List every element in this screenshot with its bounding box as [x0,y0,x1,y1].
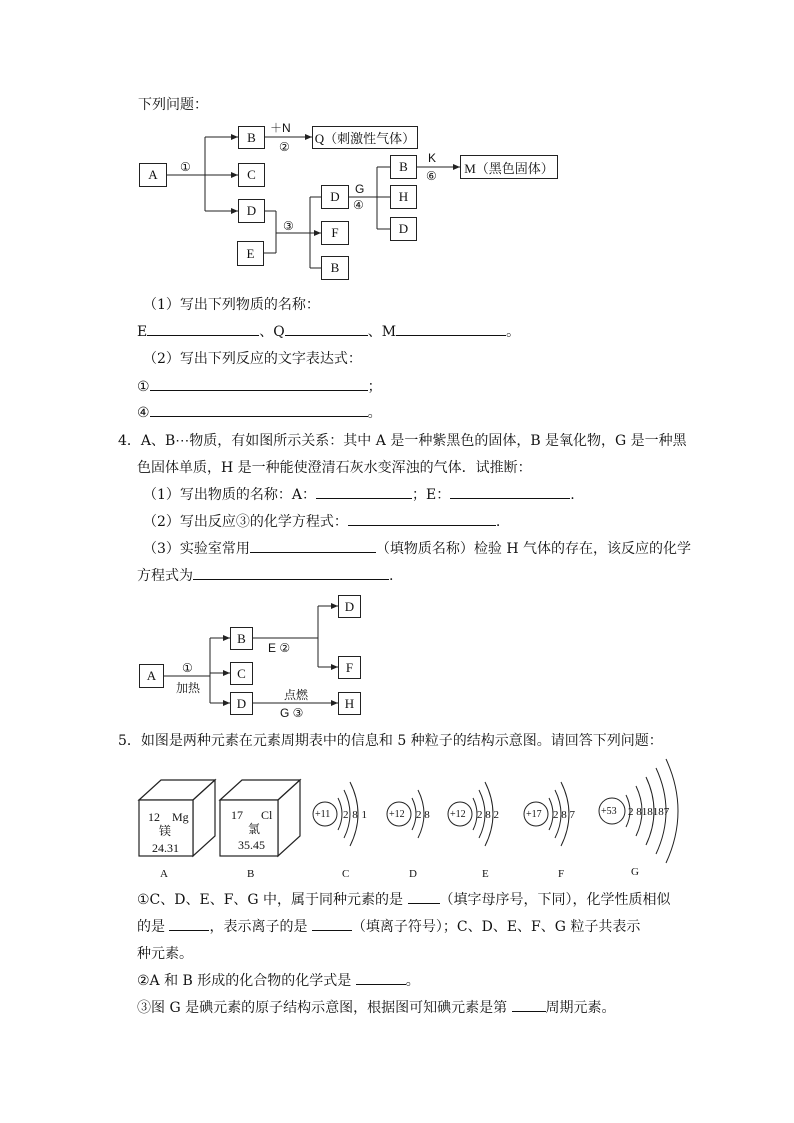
atom-g-nucleus: +53 [601,806,617,817]
q4-sub3-text2: （填物质名称）检验 H 气体的存在，该反应的化学 [375,541,692,557]
q4-line2: 色固体单质，H 是一种能使澄清石灰水变浑浊的气体．试推断： [137,460,532,476]
atom-c-label: C [342,868,350,880]
q5-p1-text-a: ①C、D、E、F、G 中，属于同种元素的是 [137,892,404,908]
q4-sub3-end: . [389,568,394,584]
q5-p1-line2 [137,917,640,937]
q3-box-d3: D [390,217,417,241]
q3-box-d2: D [321,185,349,209]
q5-p1-text-e: （填离子符号）；C、D、E、F、G 粒子共表示 [351,919,641,935]
q4-line1: 4．A、B⋯物质，有如图所示关系：其中 A 是一种紫黑色的固体，B 是氧化物，G 是一种黑 [118,433,687,449]
q5-p1-line1 [137,890,671,910]
atom-d-label: D [409,868,417,880]
q3-box-a: A [139,163,167,187]
atom-f-label: F [558,868,565,880]
atom-f-nucleus: +17 [526,809,542,820]
q4-sub2-text: （2）写出反应③的化学方程式： [143,514,348,530]
q3-box-e: E [237,241,264,266]
q5-p2-text: ②A 和 B 形成的化合物的化学式是 [137,973,352,989]
q3-m-label: 、M [367,324,397,340]
atom-e-shells: 2 8 2 [477,809,499,821]
q3-end1: 。 [506,324,521,340]
q5-line1: 5．如图是两种元素在元素周期表中的信息和 5 种粒子的结构示意图。请回答下列问题： [118,733,663,749]
q3-step6: ⑥ [426,169,437,183]
atom-d-shells: 2 8 [416,809,430,821]
cube-b-mass: 35.45 [238,838,265,852]
q3-box-d: D [238,199,265,223]
cube-b-name: 氯 [248,822,261,836]
q5-p2 [137,971,420,991]
q3-r1-label: ① [137,379,150,395]
q3-g: G [355,182,365,196]
q5-p3-text: ③图 G 是碘元素的原子结构示意图，根据图可知碘元素是第 [137,1000,508,1016]
q3-box-c: C [238,163,265,187]
q5-p1-text-d: ，表示离子的是 [209,919,308,935]
q3-step2: ② [279,140,290,154]
q5-p1-text-c: 的是 [137,919,165,935]
q3-box-b3: B [390,155,417,179]
q3-plus-n: ＋N [270,121,291,135]
q3-box-b2: B [321,256,349,280]
q4-sub3-text3: 方程式为 [137,568,193,584]
cube-b-symbol: Cl [261,808,273,822]
q3-box-h: H [390,185,417,209]
q3-intro: 下列问题： [138,97,208,113]
q4-box-d: D [230,692,253,715]
q4-g3: G ③ [280,706,304,720]
atom-g-label: G [631,866,639,878]
q3-box-f: F [321,221,349,245]
q3-step1: ① [180,160,191,174]
q3-r4-label: ④ [137,405,150,421]
q5-p1-line3: 种元素。 [137,946,193,962]
q4-box-a: A [139,664,164,688]
q3-box-b: B [238,126,265,149]
atom-e-label: E [482,868,489,880]
q4-sub3-text: （3）实验室常用 [143,541,250,557]
q5-blank-period[interactable] [512,998,546,1012]
q4-heat: 加热 [176,681,201,695]
q3-q-label: 、Q [259,324,285,340]
q4-box-f: F [338,656,361,679]
q5-blank-formula[interactable] [356,971,406,985]
cube-a-number: 12 [148,810,160,824]
q3-step3: ③ [283,219,294,233]
q5-p3 [137,998,616,1018]
q4-step1: ① [182,661,193,675]
q5-p3-end: 周期元素。 [545,1000,616,1016]
q3-sub1: （1）写出下列物质的名称： [143,297,320,313]
q4-sub1-a: （1）写出物质的名称：A： [143,487,317,503]
q4-e2: E ② [268,641,291,655]
q3-box-m: M（黑色固体） [460,155,558,179]
q3-box-q: Q（刺激性气体） [312,126,418,149]
q5-blank-similar[interactable] [169,917,209,931]
q4-box-h: H [338,692,361,715]
q4-box-d-top: D [338,595,361,618]
q4-box-c: C [230,662,253,685]
atom-c-shells: 2 8 1 [343,809,367,821]
q3-r4-end: 。 [367,405,382,421]
cube-a-name: 镁 [159,824,172,838]
cube-a-label: A [160,868,168,880]
atom-c-nucleus: +11 [315,809,331,820]
cube-a-mass: 24.31 [152,841,179,855]
atom-f-shells: 2 8 7 [553,809,575,821]
cube-a-symbol: Mg [172,810,189,824]
q3-sub2: （2）写出下列反应的文字表达式： [143,351,362,367]
q3-k: K [428,151,437,165]
atom-e-nucleus: +12 [450,809,466,820]
q5-p1-text-b: （填字母序号，下同），化学性质相似 [439,892,671,908]
q4-sub1-e: ；E： [412,487,451,503]
atom-g-shells: 2 818187 [628,806,670,818]
q3-step4: ④ [353,198,364,212]
q4-box-b: B [230,627,253,650]
q4-sub1-end: . [570,487,575,503]
cube-b-label: B [247,868,255,880]
q3-e-label: E [137,324,148,340]
q5-blank-ion[interactable] [312,917,352,931]
q5-p2-end: 。 [405,973,420,989]
q5-blank-same-element[interactable] [408,890,440,904]
cube-b-number: 17 [231,808,243,822]
q4-sub2-end: . [495,514,501,530]
q4-ignite: 点燃 [284,688,309,702]
atom-d-nucleus: +12 [389,809,405,820]
q3-r1-end: ； [367,379,382,395]
